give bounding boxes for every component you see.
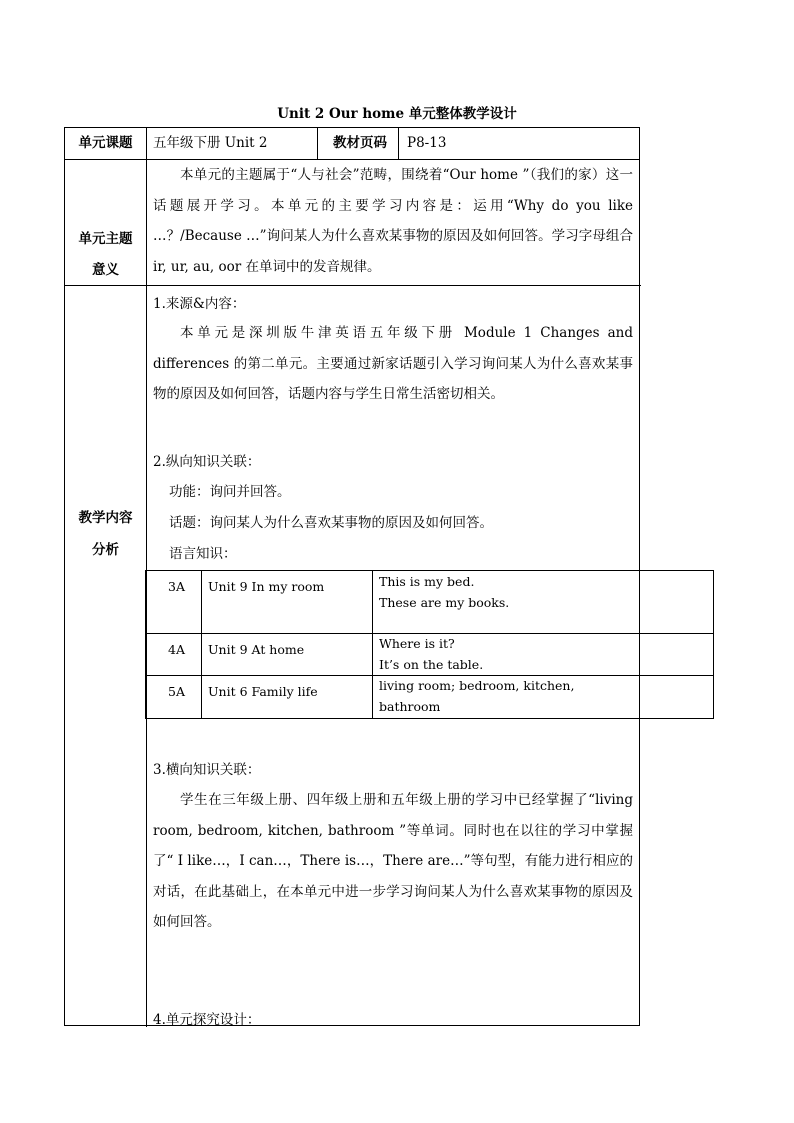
theme-text: 本单元的主题属于“人与社会”范畴，围绕着“Our home ”（我们的家）这一话题展开学习。本单元的主要学习内容是：运用“Why do you like …？/Because …”询问某人为什么喜欢某事物的原因及如何回答。学习字母组合 ir, ur, au, oor 在单词中的发音规律。	[153, 167, 633, 275]
row-divider	[65, 285, 641, 286]
table-row-sentence: This is my bed.	[379, 574, 475, 589]
col-divider	[639, 571, 640, 718]
page-label: 教材页码	[333, 135, 387, 151]
section-4-heading: 4.单元探究设计：	[153, 1012, 261, 1028]
col-divider	[201, 571, 202, 718]
section-2-topic: 话题：询问某人为什么喜欢某事物的原因及如何回答。	[169, 515, 493, 531]
table-row-sentence: These are my books.	[379, 595, 510, 610]
col-divider	[372, 571, 373, 718]
analysis-label-line1: 教学内容	[78, 510, 133, 526]
header-divider	[317, 128, 318, 159]
section-3-heading: 3.横向知识关联：	[153, 762, 261, 778]
table-row-grade: 4A	[168, 642, 185, 657]
table-row-unit: Unit 9 At home	[208, 642, 305, 657]
header-divider	[398, 128, 399, 159]
header-row	[65, 128, 639, 160]
theme-label-line2: 意义	[92, 262, 119, 278]
theme-label-line1: 单元主题	[78, 231, 133, 247]
table-row-sentence: It’s on the table.	[379, 657, 484, 672]
unit-topic-label: 单元课题	[78, 135, 133, 151]
knowledge-table	[145, 570, 714, 719]
section-3-text: 学生在三年级上册、四年级上册和五年级上册的学习中已经掌握了“living room, bedroom, kitchen, bathroom ”等单词。同时也在以往的学习中掌握了“ I like…，I can…，There is…，There are…”等句型，有能力进行相应的对话，在此基础上，在本单元中进一步学习询问某人为什么喜欢某事物的原因及如何回答。	[153, 792, 633, 930]
table-row-sentence: living room; bedroom, kitchen,	[379, 678, 575, 693]
page-value: P8-13	[407, 135, 447, 151]
table-row-sentence: bathroom	[379, 699, 441, 714]
section-2-function: 功能：询问并回答。	[169, 484, 291, 500]
table-row-grade: 3A	[168, 579, 185, 594]
table-row-sentence: Where is it?	[379, 636, 455, 651]
section-2-heading: 2.纵向知识关联：	[153, 454, 261, 470]
table-row-unit: Unit 9 In my room	[208, 579, 325, 594]
section-2-language: 语言知识：	[169, 546, 237, 562]
section-1-text: 本单元是深圳版牛津英语五年级下册 Module 1 Changes and differences 的第二单元。主要通过新家话题引入学习询问某人为什么喜欢某事物的原因及如何回答，话题内容与学生日常生活密切相关。	[153, 325, 633, 402]
analysis-label-line2: 分析	[92, 542, 119, 558]
table-row-unit: Unit 6 Family life	[208, 684, 318, 699]
unit-topic-value: 五年级下册 Unit 2	[153, 135, 268, 151]
document-title: Unit 2 Our home 单元整体教学设计	[277, 106, 517, 122]
table-row-grade: 5A	[168, 684, 185, 699]
section-1-heading: 1.来源&内容：	[153, 296, 246, 312]
